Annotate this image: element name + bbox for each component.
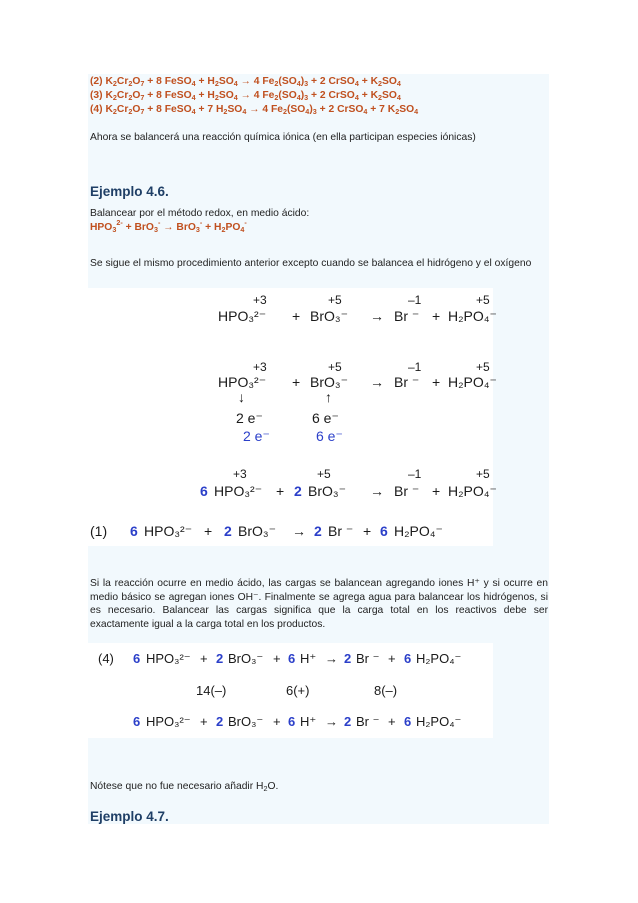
coefficient: 2	[314, 523, 322, 539]
eq-subscript: 4	[354, 79, 359, 88]
eq-text: Cr	[116, 90, 129, 101]
plus-sign: +	[388, 651, 396, 666]
note-water: Nótese que no fue necesario añadir $H_2O$.	[90, 781, 279, 793]
eq-body	[105, 104, 418, 115]
species-bro3: BrO₃⁻	[308, 483, 346, 499]
eq-text: + H	[195, 90, 215, 101]
eq-subscript: 4	[354, 93, 359, 102]
species-hpo3: HPO₃²⁻	[146, 714, 191, 729]
eq-subscript: 4	[363, 107, 368, 116]
coefficient: 6	[404, 651, 412, 666]
plus-sign: +	[273, 651, 281, 666]
species-hpo3: HPO₃²⁻	[144, 523, 193, 539]
coefficient: 2	[344, 651, 352, 666]
eq-subscript: 7	[140, 107, 145, 116]
eq-label: (4)	[90, 104, 103, 115]
plus-sign: +	[432, 374, 441, 390]
intro-ionic-text: Ahora se balancerá una reacción química iónica (en ella participan especies iónicas)	[90, 132, 476, 143]
example-4-6-note: Se sigue el mismo procedimiento anterior excepto cuando se balancea el hidrógeno y el oxígeno	[90, 258, 532, 269]
example-4-6-heading: Ejemplo 4.6.	[90, 184, 169, 199]
eq-subscript: 2	[378, 79, 383, 88]
plus-sign: +	[292, 374, 301, 390]
species-h-plus: H⁺	[300, 651, 317, 666]
electrons-blue: 6 e⁻	[316, 428, 343, 444]
species-h2po4: H₂PO₄⁻	[448, 483, 497, 499]
eq-subscript: 2	[112, 107, 117, 116]
eq-subscript: 2	[395, 107, 400, 116]
ox-state: –1	[408, 360, 422, 374]
ox-state: +3	[253, 293, 267, 307]
plus-sign: +	[432, 308, 441, 324]
species-bro3: BrO₃⁻	[228, 714, 264, 729]
eq-text: + 2 CrSO	[316, 104, 364, 115]
eq-subscript: 4	[396, 79, 401, 88]
coefficient: 6	[288, 714, 296, 729]
eq-text: K	[105, 90, 113, 101]
redox-figure-1	[88, 288, 497, 546]
plus-sign: +	[200, 651, 208, 666]
arrow: →	[325, 651, 338, 666]
species-br: Br ⁻	[356, 651, 380, 666]
example-4-6-reaction: $HPO_3^{2-} + BrO_3^- \to BrO_3^- + H_2PO_4^-$	[90, 218, 247, 234]
example-4-7-heading: Ejemplo 4.7.	[90, 809, 169, 824]
species-hpo3: HPO₃²⁻	[214, 483, 263, 499]
species-h-plus: H⁺	[300, 714, 317, 729]
eq-subscript: 4	[396, 93, 401, 102]
coefficient: 6	[130, 523, 138, 539]
eq-subscript: 2	[112, 93, 117, 102]
eq-subscript: 2	[112, 79, 117, 88]
eq-subscript: 4	[296, 79, 301, 88]
coefficient: 2	[344, 714, 352, 729]
species-br: Br ⁻	[328, 523, 354, 539]
eq-subscript: 3	[304, 79, 309, 88]
eq-subscript: 2	[214, 79, 219, 88]
eq-text: (SO	[278, 76, 297, 87]
up-arrow-icon: ↑	[325, 389, 332, 405]
species-h2po4: H₂PO₄⁻	[394, 523, 443, 539]
eq-body	[105, 76, 400, 87]
coefficient: 6	[288, 651, 296, 666]
charge-total: 8(–)	[374, 683, 398, 698]
eq-text: (SO	[286, 104, 306, 115]
eq-subscript: 2	[274, 93, 279, 102]
eq-body	[105, 90, 400, 101]
ox-state: +3	[253, 360, 267, 374]
eq-text: + 8 FeSO	[144, 76, 192, 87]
arrow: →	[370, 483, 384, 499]
eq-text: + 8 FeSO	[144, 104, 192, 115]
ox-state: +5	[476, 360, 490, 374]
coefficient: 2	[224, 523, 232, 539]
equation-4	[90, 103, 418, 117]
eq-subscript: 2	[128, 107, 133, 116]
ox-state: +5	[328, 293, 342, 307]
species-h2po4: H₂PO₄⁻	[448, 374, 497, 390]
eq-subscript: 4	[414, 107, 419, 116]
species-br: Br ⁻	[394, 483, 420, 499]
eq-subscript: 4	[233, 93, 238, 102]
eq-text: + 2 CrSO	[308, 90, 355, 101]
eq-text: )	[309, 104, 313, 115]
ox-state: –1	[408, 467, 422, 481]
eq-text: Cr	[116, 104, 129, 115]
eq-subscript: 4	[191, 79, 196, 88]
eq-subscript: 7	[140, 79, 145, 88]
plus-sign: +	[273, 714, 281, 729]
eq-text: SO	[218, 90, 234, 101]
eq-text: SO	[382, 76, 397, 87]
eq-subscript: 3	[312, 107, 317, 116]
eq-text: (SO	[278, 90, 297, 101]
eq-subscript: 4	[191, 93, 196, 102]
eq-text: → 4 Fe	[237, 90, 275, 101]
arrow: →	[370, 374, 384, 390]
equation-2	[90, 75, 401, 89]
eq-subscript: 4	[305, 107, 310, 116]
eq-subscript: 2	[274, 79, 279, 88]
eq-text: + 7 K	[367, 104, 396, 115]
ox-state: +5	[317, 467, 331, 481]
coefficient: 2	[216, 651, 224, 666]
ox-state: +3	[233, 467, 247, 481]
eq-text: O	[132, 76, 141, 87]
eq-text: SO	[399, 104, 415, 115]
arrow: →	[325, 714, 338, 729]
equation-3	[90, 89, 401, 103]
eq-text: + 7 H	[195, 104, 224, 115]
eq-text: Cr	[116, 76, 129, 87]
plus-sign: +	[276, 483, 285, 499]
plus-sign: +	[388, 714, 396, 729]
eq-text: )	[300, 90, 305, 101]
eq-subscript: 2	[378, 93, 383, 102]
eq-subscript: 2	[282, 107, 287, 116]
species-bro3: BrO₃⁻	[238, 523, 276, 539]
ox-state: +5	[328, 360, 342, 374]
plus-sign: +	[204, 523, 213, 539]
electrons-black: 6 e⁻	[312, 410, 339, 426]
species-bro3: BrO₃⁻	[310, 308, 348, 324]
eq-label: (2)	[90, 76, 103, 87]
species-hpo3: HPO₃²⁻	[146, 651, 191, 666]
arrow: →	[292, 523, 306, 539]
equation-label: (1)	[90, 523, 108, 539]
eq-text: SO	[227, 104, 243, 115]
coefficient: 6	[404, 714, 412, 729]
electrons-black: 2 e⁻	[236, 410, 263, 426]
coefficient: 6	[133, 651, 141, 666]
eq-subscript: 4	[233, 79, 238, 88]
species-hpo3: HPO₃²⁻	[218, 374, 267, 390]
ox-state: +5	[476, 293, 490, 307]
eq-text: K	[105, 104, 113, 115]
species-br: Br ⁻	[394, 308, 420, 324]
plus-sign: +	[200, 714, 208, 729]
plus-sign: +	[432, 483, 441, 499]
eq-subscript: 2	[128, 93, 133, 102]
eq-text: + 2 CrSO	[308, 76, 355, 87]
coefficient: 2	[216, 714, 224, 729]
arrow: →	[370, 308, 384, 324]
equation-label: (4)	[98, 651, 114, 666]
eq-text: + K	[358, 90, 379, 101]
eq-text: → 4 Fe	[237, 76, 275, 87]
coefficient: 6	[200, 483, 208, 499]
eq-text: + H	[195, 76, 215, 87]
eq-subscript: 2	[223, 107, 228, 116]
plus-sign: +	[363, 523, 372, 539]
species-br: Br ⁻	[356, 714, 380, 729]
eq-text: → 4 Fe	[246, 104, 283, 115]
down-arrow-icon: ↓	[238, 389, 245, 405]
ox-state: +5	[476, 467, 490, 481]
eq-subscript: 4	[242, 107, 247, 116]
eq-subscript: 2	[214, 93, 219, 102]
species-bro3: BrO₃⁻	[228, 651, 264, 666]
eq-text: + 8 FeSO	[144, 90, 192, 101]
example-4-6-prompt: Balancear por el método redox, en medio ácido:	[90, 208, 310, 219]
species-h2po4: H₂PO₄⁻	[448, 308, 497, 324]
coefficient: 6	[380, 523, 388, 539]
eq-subscript: 4	[191, 107, 196, 116]
species-h2po4: H₂PO₄⁻	[416, 651, 462, 666]
eq-text: + K	[358, 76, 379, 87]
ox-state: –1	[408, 293, 422, 307]
eq-text: O	[132, 90, 141, 101]
eq-subscript: 7	[140, 93, 145, 102]
eq-subscript: 4	[296, 93, 301, 102]
eq-label: (3)	[90, 90, 103, 101]
species-br: Br ⁻	[394, 374, 420, 390]
eq-text: SO	[218, 76, 234, 87]
eq-text: K	[105, 76, 113, 87]
species-bro3: BrO₃⁻	[310, 374, 348, 390]
species-hpo3: HPO₃²⁻	[218, 308, 267, 324]
eq-text: )	[300, 76, 305, 87]
coefficient: 2	[294, 483, 302, 499]
acid-medium-paragraph: Si la reacción ocurre en medio ácido, las cargas se balancean agregando iones H⁺ y si ocurre en medio básico se agregan iones OH⁻. Finalmente se agrega agua para balancear los hidrógenos, si es necesario. Balancear las cargas significa que la carga total en los reactivos debe ser exactamente igual a la carga total en los productos.	[90, 578, 548, 630]
plus-sign: +	[292, 308, 301, 324]
species-h2po4: H₂PO₄⁻	[416, 714, 462, 729]
electrons-blue: 2 e⁻	[243, 428, 270, 444]
charge-total: 14(–)	[196, 683, 227, 698]
coefficient: 6	[133, 714, 141, 729]
eq-text: O	[132, 104, 141, 115]
eq-text: SO	[382, 90, 397, 101]
charge-total: 6(+)	[286, 683, 310, 698]
eq-subscript: 3	[304, 93, 309, 102]
eq-subscript: 2	[128, 79, 133, 88]
redox-figure-2	[88, 643, 493, 738]
